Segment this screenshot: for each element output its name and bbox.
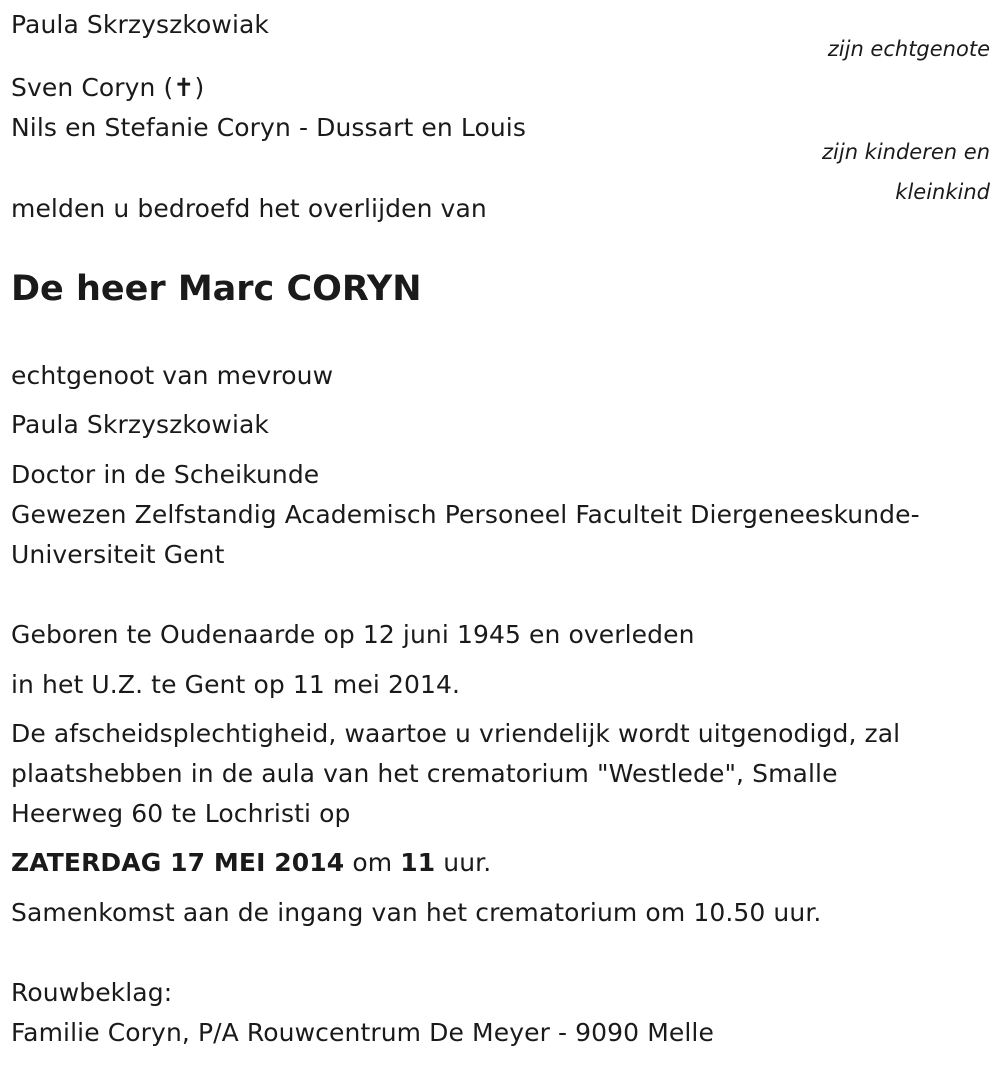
ceremony-date	[11, 848, 491, 878]
spouse-name: Paula Skrzyszkowiak	[11, 10, 269, 39]
child-1	[11, 73, 204, 103]
condolences-label: Rouwbeklag:	[11, 978, 173, 1007]
born-line: Geboren te Oudenaarde op 12 juni 1945 en overleden	[11, 620, 695, 649]
died-line: in het U.Z. te Gent op 11 mei 2014.	[11, 670, 461, 699]
spouse-of: echtgenoot van mevrouw	[11, 361, 334, 390]
children-role-line2: kleinkind	[895, 180, 990, 204]
deceased-title: Doctor in de Scheikunde	[11, 460, 320, 489]
deceased-spouse-name: Paula Skrzyszkowiak	[11, 410, 269, 439]
child-2: Nils en Stefanie Coryn - Dussart en Louis	[11, 113, 526, 142]
career-line1: Gewezen Zelfstandig Academisch Personeel Faculteit Diergeneeskunde-	[11, 500, 920, 529]
condolences-address: Familie Coryn, P/A Rouwcentrum De Meyer - 9090 Melle	[11, 1018, 714, 1047]
ceremony-line2: plaatshebben in de aula van het crematorium "Westlede", Smalle	[11, 759, 838, 788]
child-1-name: Sven Coryn (	[11, 73, 174, 102]
date-om: om	[344, 848, 401, 877]
hour-bold: 11	[400, 848, 436, 877]
date-bold: ZATERDAG 17 MEI 2014	[11, 848, 345, 877]
cross-icon: ✝	[173, 73, 195, 102]
ceremony-line1: De afscheidsplechtigheid, waartoe u vriendelijk wordt uitgenodigd, zal	[11, 719, 901, 748]
spouse-role: zijn echtgenote	[827, 37, 990, 61]
deceased-name: De heer Marc CORYN	[11, 269, 422, 309]
hour-suffix: uur.	[435, 848, 492, 877]
children-role-line1: zijn kinderen en	[822, 140, 990, 164]
announcement: melden u bedroefd het overlijden van	[11, 194, 487, 223]
ceremony-line3: Heerweg 60 te Lochristi op	[11, 799, 351, 828]
child-1-close: )	[194, 73, 205, 102]
career-line2: Universiteit Gent	[11, 540, 225, 569]
gathering: Samenkomst aan de ingang van het crematorium om 10.50 uur.	[11, 898, 822, 927]
